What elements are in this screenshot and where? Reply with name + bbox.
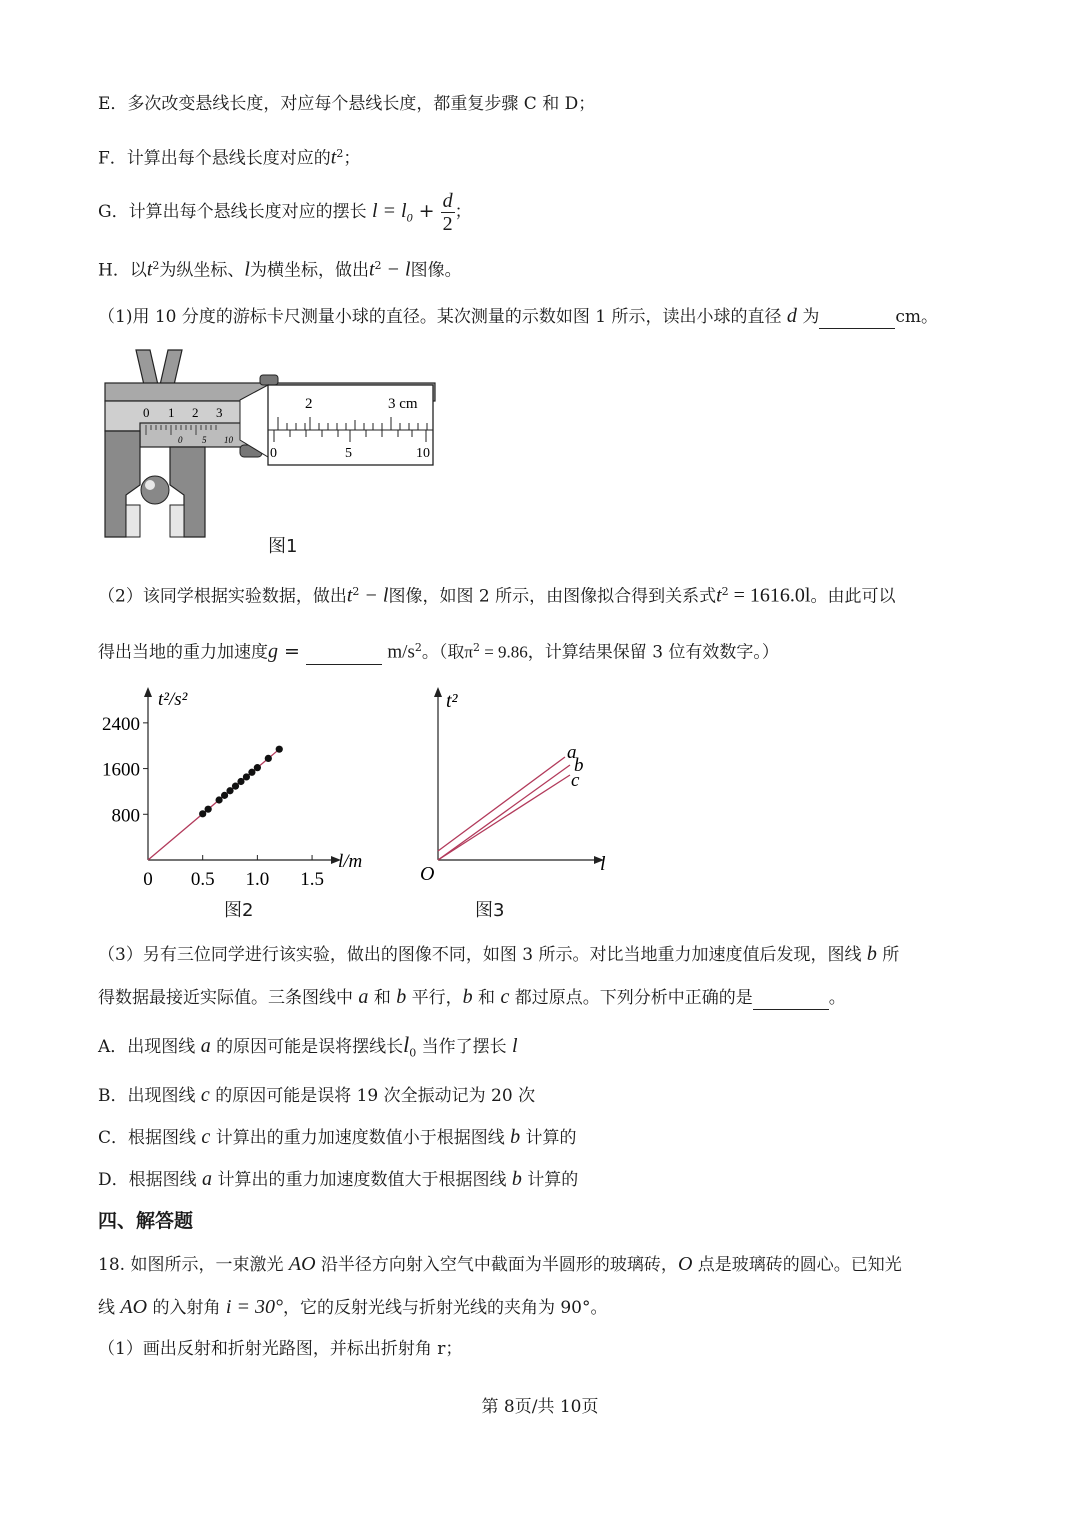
question-2-line-1: （2）该同学根据实验数据，做出$t^2 - l$图像，如图 2 所示，由图像拟合得到关系式$t^2 = 1616.0l$。由此可以	[98, 584, 896, 607]
x-tick-label: 1.5	[300, 869, 324, 890]
figure-2-chart	[90, 685, 390, 895]
y-tick-label: 2400	[102, 713, 140, 735]
zoom-main-label: 2	[305, 396, 313, 412]
step-g: G．计算出每个悬线长度对应的摆长 $l = l_0$ + $\frac{d}{2}$ ；	[98, 190, 472, 235]
small-vernier-label: 0	[178, 435, 183, 445]
scale-label: 3	[216, 405, 223, 420]
x-axis-label: l/m	[338, 851, 363, 872]
small-vernier-label: 10	[224, 435, 233, 445]
data-point	[276, 746, 283, 753]
answer-blank-3[interactable]	[753, 1009, 829, 1010]
data-point	[221, 792, 228, 799]
question-18-line-2: 线 AO 的入射角 i = 30°，它的反射光线与折射光线的夹角为 90°。	[98, 1296, 608, 1318]
origin-label: O	[420, 863, 435, 885]
data-point	[254, 764, 261, 771]
ball-icon	[141, 476, 169, 504]
small-vernier-label: 5	[202, 435, 207, 445]
series-line-a	[438, 757, 565, 851]
step-e: E．多次改变悬线长度，对应每个悬线长度，都重复步骤 C 和 D；	[98, 94, 596, 114]
data-point	[205, 806, 212, 813]
answer-blank-2[interactable]	[306, 664, 382, 665]
option-c[interactable]: C．根据图线 c 计算出的重力加速度数值小于根据图线 b 计算的	[98, 1126, 577, 1148]
question-3-line-2: 得数据最接近实际值。三条图线中 a 和 b 平行，b 和 c 都过原点。下列分析中正确的是 。	[98, 986, 846, 1008]
answer-blank-1[interactable]	[819, 328, 895, 329]
figure-1-label: 图1	[268, 536, 298, 557]
series-label-b: b	[574, 755, 584, 776]
figure-3-label: 图3	[475, 900, 505, 921]
y-tick-label: 1600	[102, 759, 140, 781]
data-point	[215, 796, 222, 803]
option-d[interactable]: D．根据图线 a 计算出的重力加速度数值大于根据图线 b 计算的	[98, 1168, 579, 1190]
x-tick-label: 0	[143, 869, 153, 890]
scale-label: 2	[192, 405, 199, 420]
question-2-line-2: 得出当地的重力加速度$g = m/s^2$。（取$\pi^2 = 9.86$，计算结果保留 3 位有效数字。）	[98, 640, 779, 663]
fraction-d-over-2: $\frac{d}{2}$	[442, 190, 453, 235]
page-footer: 第 8页/共 10页	[481, 1397, 599, 1417]
zoom-vernier-label: 5	[345, 446, 352, 461]
figure-3-chart	[410, 685, 630, 885]
question-1: （1)用 10 分度的游标卡尺测量小球的直径。某次测量的示数如图 1 所示，读出小球的直径 d 为 cm。	[98, 305, 938, 327]
figure-2-label: 图2	[224, 900, 254, 921]
scale-label: 0	[143, 405, 150, 420]
figure-1-caliper	[100, 345, 445, 545]
option-a[interactable]: A．出现图线 a 的原因可能是误将摆线长$l_0$ 当作了摆长 l	[98, 1032, 518, 1060]
data-point	[265, 755, 272, 762]
zoom-main-label: 3 cm	[388, 396, 418, 412]
data-point	[226, 787, 233, 794]
option-b[interactable]: B．出现图线 c 的原因可能是误将 19 次全振动记为 20 次	[98, 1084, 536, 1106]
x-tick-label: 1.0	[245, 869, 270, 890]
section-heading: 四、解答题	[98, 1210, 194, 1232]
y-axis-label: t²/s²	[158, 689, 188, 710]
scale-label: 1	[168, 405, 175, 420]
zoom-vernier-label: 0	[270, 446, 277, 461]
question-18-sub-1: （1）画出反射和折射光路图，并标出折射角 r；	[98, 1339, 463, 1359]
data-point	[243, 773, 250, 780]
y-tick-label: 800	[111, 805, 140, 827]
data-point	[248, 769, 255, 776]
data-point	[199, 810, 206, 817]
series-label-c: c	[571, 770, 580, 791]
y-axis-label: t²	[446, 690, 458, 712]
question-18-line-1: 18. 如图所示，一束激光 AO 沿半径方向射入空气中截面为半圆形的玻璃砖，O 点是玻璃砖的圆心。已知光	[98, 1253, 902, 1275]
series-label-a: a	[567, 742, 577, 763]
zoom-vernier-label: 10	[416, 446, 430, 461]
x-tick-label: 0.5	[190, 869, 215, 890]
x-axis-label: l	[600, 853, 606, 875]
step-h: H．以$t^2$为纵坐标、l为横坐标，做出$t^2 - l$图像。	[98, 258, 462, 281]
series-line-c	[438, 775, 570, 860]
question-3-line-1: （3）另有三位同学进行该实验，做出的图像不同，如图 3 所示。对比当地重力加速度值后发现，图线 b 所	[98, 943, 900, 965]
data-point	[232, 783, 239, 790]
step-f: F．计算出每个悬线长度对应的$t^2$；	[98, 146, 361, 169]
series-line-b	[438, 765, 570, 860]
